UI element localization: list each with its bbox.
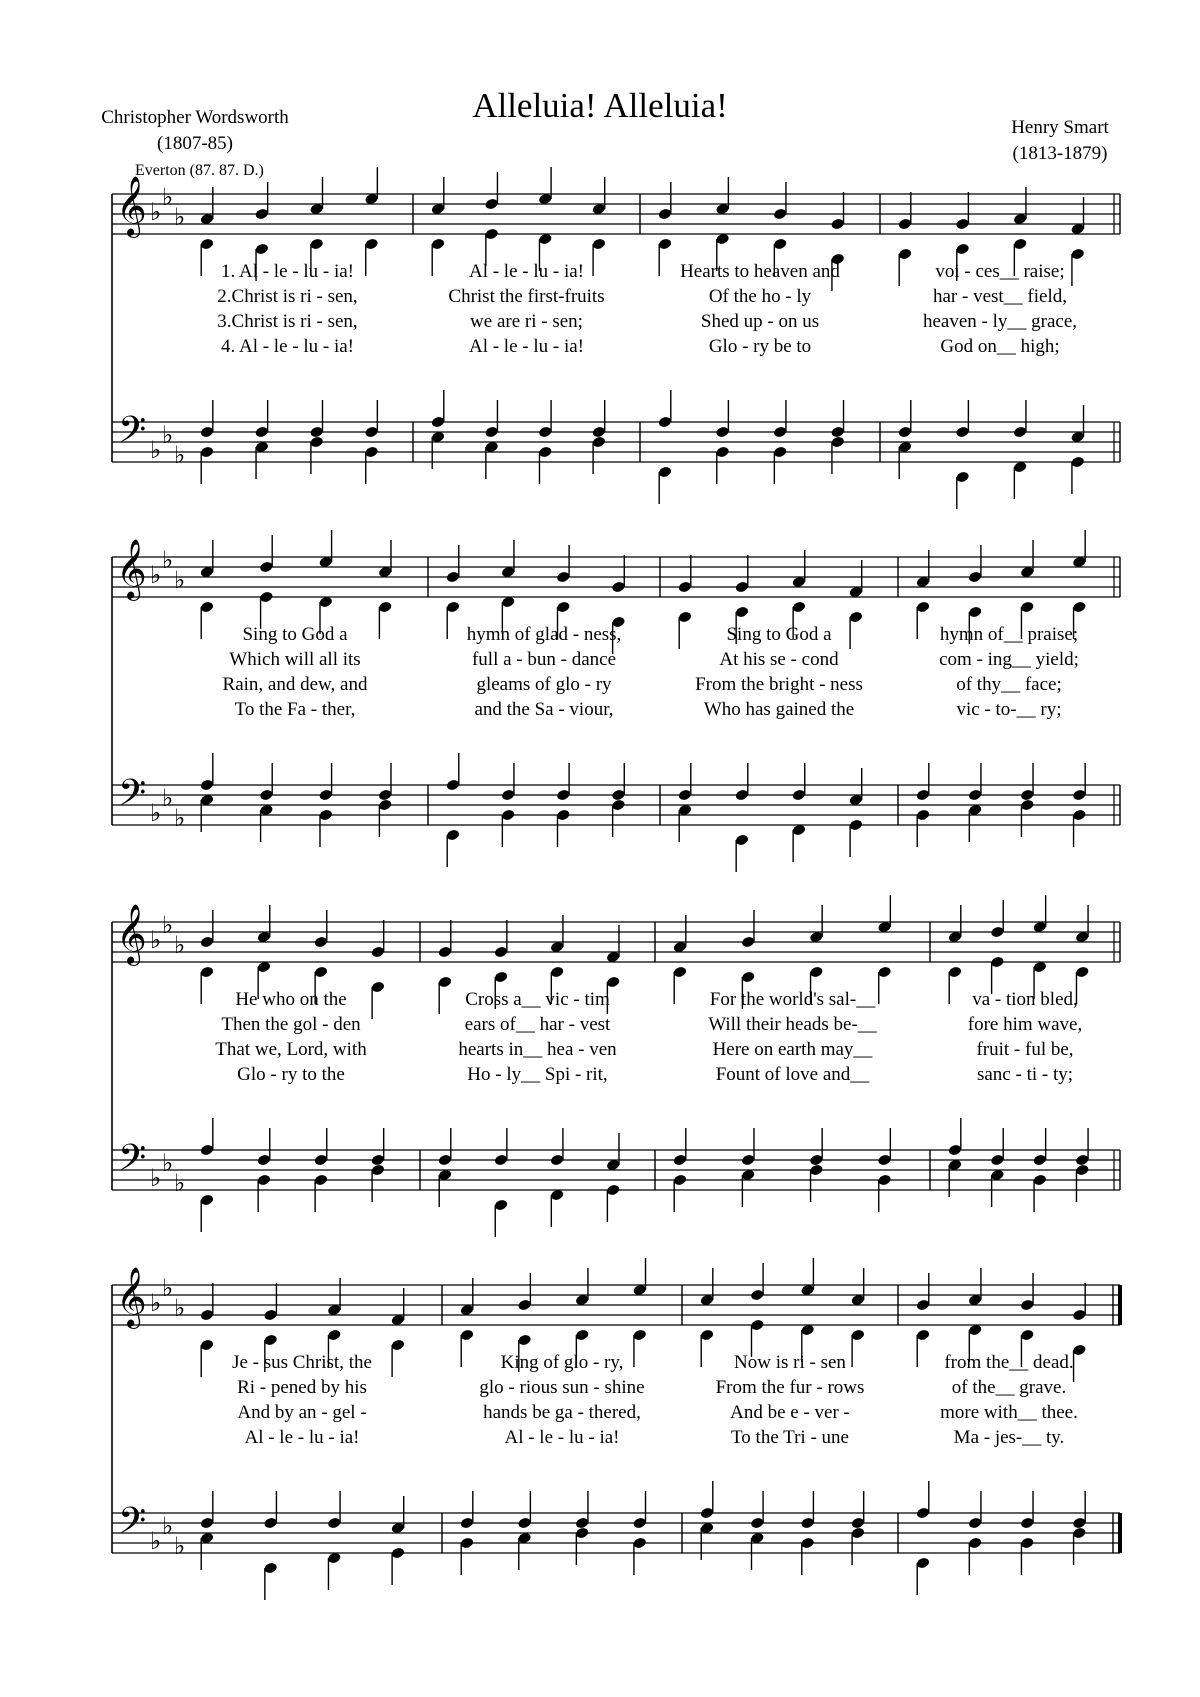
lyric-line-verse-1: hymn of__ praise; (939, 624, 1079, 645)
lyric-line-verse-3: hearts in__ hea - ven (458, 1039, 617, 1060)
flat-sign-icon: ♭ (150, 436, 162, 464)
flat-sign-icon: ♭ (162, 1274, 174, 1302)
flat-sign-icon: ♭ (150, 561, 162, 589)
flat-sign-icon: ♭ (174, 1532, 186, 1560)
lyric-line-verse-2: Which will all its (229, 649, 361, 670)
flat-sign-icon: ♭ (162, 1512, 174, 1540)
lyric-line-verse-3: heaven - ly__ grace, (922, 311, 1078, 332)
flat-sign-icon: ♭ (162, 546, 174, 574)
lyric-line-verse-1: King of glo - ry, (500, 1352, 624, 1373)
flat-sign-icon: ♭ (150, 799, 162, 827)
lyric-line-verse-2: of the__ grave. (951, 1377, 1067, 1398)
flat-sign-icon: ♭ (174, 566, 186, 594)
lyric-line-verse-2: ears of__ har - vest (464, 1014, 611, 1035)
lyric-line-verse-4: and the Sa - viour, (474, 699, 614, 720)
lyric-line-verse-1: hymn of glad - ness, (466, 624, 622, 645)
treble-clef-icon: 𝄞 (116, 539, 147, 599)
bass-clef-icon: 𝄢 (118, 1500, 147, 1551)
lyric-line-verse-1: voi - ces__ raise; (935, 261, 1065, 282)
lyric-line-verse-1: Hearts to heaven and (680, 261, 840, 282)
lyric-line-verse-4: Glo - ry be to (708, 336, 812, 357)
bass-clef-icon: 𝄢 (118, 772, 147, 823)
composer-years: (1813-1879) (1012, 143, 1108, 164)
lyric-line-verse-1: va - tion bled, (972, 989, 1078, 1010)
treble-clef-icon: 𝄞 (116, 1267, 147, 1327)
treble-clef-icon: 𝄞 (116, 176, 147, 236)
system-1 (112, 167, 1120, 509)
flat-sign-icon: ♭ (162, 1149, 174, 1177)
lyric-line-verse-4: sanc - ti - ty; (976, 1064, 1074, 1085)
lyric-line-verse-3: Rain, and dew, and (222, 674, 368, 695)
flat-sign-icon: ♭ (174, 1294, 186, 1322)
lyric-line-verse-4: vic - to-__ ry; (956, 699, 1062, 720)
author-years: (1807-85) (157, 133, 233, 154)
lyric-line-verse-2: Will their heads be-__ (708, 1014, 877, 1035)
lyric-line-verse-2: fore him wave, (967, 1014, 1083, 1035)
lyric-line-verse-4: Ma - jes-__ ty. (953, 1427, 1065, 1448)
flat-sign-icon: ♭ (174, 1169, 186, 1197)
flat-sign-icon: ♭ (150, 198, 162, 226)
lyric-line-verse-4: Al - le - lu - ia! (244, 1427, 360, 1448)
flat-sign-icon: ♭ (174, 203, 186, 231)
flat-sign-icon: ♭ (150, 1289, 162, 1317)
flat-sign-icon: ♭ (150, 1527, 162, 1555)
lyric-line-verse-4: Ho - ly__ Spi - rit, (467, 1064, 608, 1085)
composer-name: Henry Smart (1011, 117, 1109, 138)
bass-clef-icon: 𝄢 (118, 1137, 147, 1188)
flat-sign-icon: ♭ (150, 926, 162, 954)
lyric-line-verse-3: 3.Christ is ri - sen, (217, 311, 358, 332)
hymn-title: Alleluia! Alleluia! (472, 86, 728, 125)
flat-sign-icon: ♭ (174, 441, 186, 469)
lyric-line-verse-4: God on__ high; (940, 336, 1060, 357)
lyric-line-verse-3: And by an - gel - (237, 1402, 367, 1423)
flat-sign-icon: ♭ (162, 784, 174, 812)
treble-clef-icon: 𝄞 (116, 904, 147, 964)
lyric-line-verse-3: gleams of glo - ry (476, 674, 612, 695)
flat-sign-icon: ♭ (162, 421, 174, 449)
flat-sign-icon: ♭ (174, 931, 186, 959)
lyric-line-verse-2: 2.Christ is ri - sen, (217, 286, 358, 307)
lyric-line-verse-3: And be e - ver - (730, 1402, 850, 1423)
system-2 (112, 530, 1120, 872)
author-name: Christopher Wordsworth (101, 107, 289, 128)
lyric-line-verse-3: more with__ thee. (940, 1402, 1078, 1423)
lyric-line-verse-2: Of the ho - ly (708, 286, 812, 307)
lyric-line-verse-2: com - ing__ yield; (939, 649, 1079, 670)
lyric-line-verse-1: Sing to God a (726, 624, 832, 645)
lyric-line-verse-3: we are ri - sen; (470, 311, 583, 332)
lyric-line-verse-3: of thy__ face; (956, 674, 1062, 695)
lyric-line-verse-1: Cross a__ vic - tim (465, 989, 610, 1010)
lyric-line-verse-3: From the bright - ness (695, 674, 863, 695)
lyric-line-verse-4: 4. Al - le - lu - ia! (221, 336, 354, 357)
lyric-line-verse-2: har - vest__ field, (932, 286, 1068, 307)
lyric-line-verse-4: Fount of love and__ (715, 1064, 870, 1085)
lyric-line-verse-1: Je - sus Christ, the (232, 1352, 372, 1373)
lyric-line-verse-1: 1. Al - le - lu - ia! (221, 261, 354, 282)
lyric-line-verse-1: from the__ dead. (944, 1352, 1074, 1373)
lyric-line-verse-4: Who has gained the (703, 699, 855, 720)
lyric-line-verse-1: Now is ri - sen (734, 1352, 846, 1373)
lyric-line-verse-4: To the Tri - une (731, 1427, 849, 1448)
flat-sign-icon: ♭ (174, 804, 186, 832)
lyric-line-verse-3: Here on earth may__ (712, 1039, 873, 1060)
lyric-line-verse-3: hands be ga - thered, (483, 1402, 641, 1423)
flat-sign-icon: ♭ (162, 183, 174, 211)
lyric-line-verse-1: He who on the (235, 989, 347, 1010)
lyric-line-verse-2: At his se - cond (719, 649, 839, 670)
tune-name: Everton (87. 87. D.) (135, 162, 264, 179)
lyric-line-verse-4: Al - le - lu - ia! (504, 1427, 620, 1448)
flat-sign-icon: ♭ (162, 911, 174, 939)
lyric-line-verse-2: full a - bun - dance (471, 649, 617, 670)
lyric-line-verse-2: Ri - pened by his (237, 1377, 367, 1398)
system-3 (112, 895, 1120, 1237)
lyric-line-verse-3: Shed up - on us (700, 311, 820, 332)
lyric-line-verse-2: Then the gol - den (221, 1014, 361, 1035)
system-4 (112, 1258, 1120, 1600)
lyric-line-verse-2: Christ the first-fruits (448, 286, 605, 307)
lyric-line-verse-1: For the world's sal-__ (709, 989, 876, 1010)
flat-sign-icon: ♭ (150, 1164, 162, 1192)
lyric-line-verse-3: fruit - ful be, (976, 1039, 1074, 1060)
bass-clef-icon: 𝄢 (118, 409, 147, 460)
lyric-line-verse-3: That we, Lord, with (215, 1039, 367, 1060)
lyric-line-verse-2: From the fur - rows (715, 1377, 865, 1398)
lyric-line-verse-1: Al - le - lu - ia! (468, 261, 585, 282)
lyric-line-verse-4: Al - le - lu - ia! (468, 336, 585, 357)
lyric-line-verse-4: To the Fa - ther, (234, 699, 356, 720)
lyric-line-verse-1: Sing to God a (242, 624, 348, 645)
lyric-line-verse-4: Glo - ry to the (237, 1064, 345, 1085)
lyric-line-verse-2: glo - rious sun - shine (479, 1377, 645, 1398)
